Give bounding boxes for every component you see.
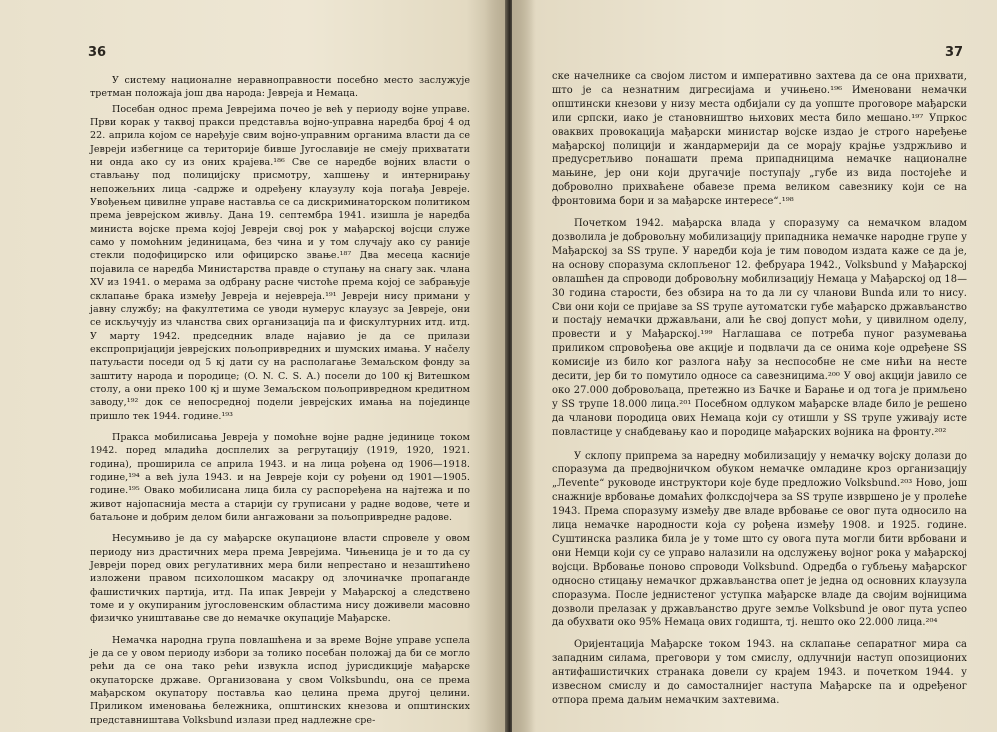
paragraph: Немачка народна група повлашћена и за време Војне управе успела је да се у овом периоду избори за толико посебан положај да би се могло рећи да се она тако рећи извукла испод јурисдикције мађарске окупаторске државе. Организована у свом Volksbundu, она се према мађарском окупатору поставља као целина према другој целини. Приликом именовања бележника, општинских кнезова и општинских представништава Volksbund излази пред надлежне сре-	[90, 634, 470, 726]
page-shade	[485, 0, 507, 732]
right-page	[512, 0, 997, 732]
paragraph: Пракса мобилисања Јевреја у помоћне војне радне јединице током 1942. поред младића досплелих за регрутацију (1919, 1920, 1921. година), проширила се априла 1943. и на лица рођена од 1906—1918. године,¹⁹⁴ а већ јула 1943. и на Јевреје који су рођени од 1901—1905. године.¹⁹⁵ Овако мобилисана лица била су распоређена на најтежа и по живот најопаснија места а старији су груписани у радне водове, чете и батаљоне и добрим делом били ангажовани за пољопривредне радове.	[90, 431, 470, 523]
paragraph: У систему националне неравноправности посебно место заслужује третман положаја још два народа: Јевреја и Немаца.	[90, 75, 470, 100]
page-number: 37	[945, 45, 964, 60]
page-shade	[512, 0, 534, 732]
text-column	[90, 74, 470, 727]
paragraph: Почетком 1942. мађарска влада у споразуму са немачком владом дозволила је добровољну мобилизацију припадника немачке народне групе у Мађарској за SS трупе. У наредби која је тим поводом издата каже се да је, на основу споразума склопљеног 12. фебруара 1942., Volksbund у Мађарској овлашћен да спроводи добровољну мобилизацију Немаца у Мађарској од 18—30 година старости, без обзира на то да ли су чланови Bunda или то нису. Сви они који се пријаве за SS трупе аутоматски губе мађарско држављанство и постају немачки држављани, али ће свој допуст моћи, у цивилном оделу, провести и у Мађарској.¹⁹⁹ Наглашава се потреба пуног разумевања приликом спровођења ове акције и подвлачи да се онима које одређене SS комисије из било ког разлога нађу за неспособне не сме нићи на несте десити, јер би то помутило односе са савезницима.²⁰⁰ У овој акцији јавило се око 27.000 добровољаца, претежно из Бачке и Барање и од тога је примљено у SS трупе 18.000 лица.²⁰¹ Посебном одлуком мађарске владе било је решено да чланови породица ових Немаца који су отишли у SS трупе уживају исте повластице у снабдевању као и породице мађарских војника на фронту.²⁰²	[552, 218, 967, 438]
paragraph: Посебан однос према Јеврејима почео је већ у периоду војне управе. Први корак у таквој пракси представља војно-управна наредба број 4 од 22. априла којом се наређује свим војно-управним органима власти да се Јевреји избегнице са територије бивше Југославије не смеју прихватати ни онда ако су из оних крајева.¹⁸⁶ Све се наредбе војних власти о стављању под полицијску присмотру, хапшењу и интернирању непожељних лица ‑садрже и одређену клаузулу која погађа Јевреје. Увођењем цивилне управе наставља се са дискриминаторском политиком према јеврејском живљу. Дана 19. септембра 1941. изишла је наредба министа војске према којој Јевреји свој рок у мађарској војсци служе само у помоћним јединицама, без чина и у том случају ако су раније стекли подофицирско или официрско звање.¹⁸⁷ Два месеца касније појавила се наредба Министарства правде о ступању на снагу зак. члана XV из 1941. о мерама за одбрану расне чистоће према којој се забрањује склапање брака између Јевреја и нејевреја.¹⁹¹ Јевреји нису примани у јавну службу; на факултетима се уводи нумерус клаузус за Јевреје, они се искључују из чланства свих организација па и фискултурних итд. итд. У марту 1942. председник владе најавио је да се прилази експропријацији јеврејских пољопривредних и шумских имања. У наčелу патуљасти поседи од 5 кј дати су на располагање Земаљском фонду за заштиту народа и породице; (O. N. C. S. A.) посели до 100 кј Витешком столу, а они преко 100 кј и шуме Земаљском пољопривредном кредитном заводу,¹⁹² док се непосредној подели јеврејских имања на појединце пришло тек 1944. године.¹⁹³	[90, 103, 470, 422]
page-number: 36	[88, 45, 107, 60]
text-column	[552, 70, 967, 708]
paragraph: У склопу припрема за наредну мобилизацију у немачку војску долази до споразума да предвојничком обуком немачке омладине кроз организацију „Леventе“ руководе инструктори које буде предложио Volksbund.²⁰³ Ново, још снажније врбовање домаћих фолксдојчера за SS трупе извршено је у пролеће 1943. Према споразуму између две владе врбовање се овог пута односило на лица немачке народности која су рођена између 1908. и 1925. године. Суштинска разлика била је у томе што су овога пута могли бити врбовани и они Немци који су се управо налазили на одслужењу војног рока у мађарској војсци. Врбовање поново спроводи Volksbund. Одредба о губљењу мађарског односно стицању немачког држављанства опет је једна од основних клаузула споразума. После једнистеног уступка мађарске владе да својим војницима дозволи прелазак у држављанство друге земље Volksbund је овог пута успео да обухвати око 95% Немаца ових годишта, тј. нешто око 22.000 лица.²⁰⁴	[552, 450, 967, 629]
paragraph: Несумњиво је да су мађарске окупационе власти спровеле у овом периоду низ драстичних мера према Јеврејима. Чињеница је и то да су Јевреји поред ових регулативних мера били непрестано и незаштићено изложени правом психолошком масакру од злочиначке пропаганде фашистичких партија, итд. Па ипак Јевреји у Мађарској а следствено томе и у окупираним југословенским областима нису доживели масовно физичко уништавање све до немачке окупације Мађарске.	[90, 533, 470, 625]
paragraph: ске начелнике са својом листом и императивно захтева да се она прихвати, што је са незнатним дигресијама и учињено.¹⁹⁶ Именовани немачки општински кнезови у низу места одбијали су да уопште проговоре мађарски или српски, иако је становништво њихових места било мешано.¹⁹⁷ Упркос оваквих провокација мађарски министар војске издао је строго наређење мађарској полицији и жандармерији да се морају крајње уздржљиво и предусретљиво понашати према припадницима немачке националне мањине, јер они који другачије поступају „губе из вида постојеће и доброволно прихваћене обавезе према великом савезнику који се на фронтовима бори и за мађарске интересе“.¹⁹⁸	[552, 71, 967, 208]
paragraph: Оријентација Мађарске током 1943. на склапање сепаратног мира са западним силама, преговори у том смислу, одлучнији наступ опозиционих антифашистичких странака довели су крајем 1943. и почетком 1944. у извесном смислу и до самосталнијег наступа Мађарске па и одређеног отпора према даљим немачким захтевима.	[552, 639, 967, 706]
